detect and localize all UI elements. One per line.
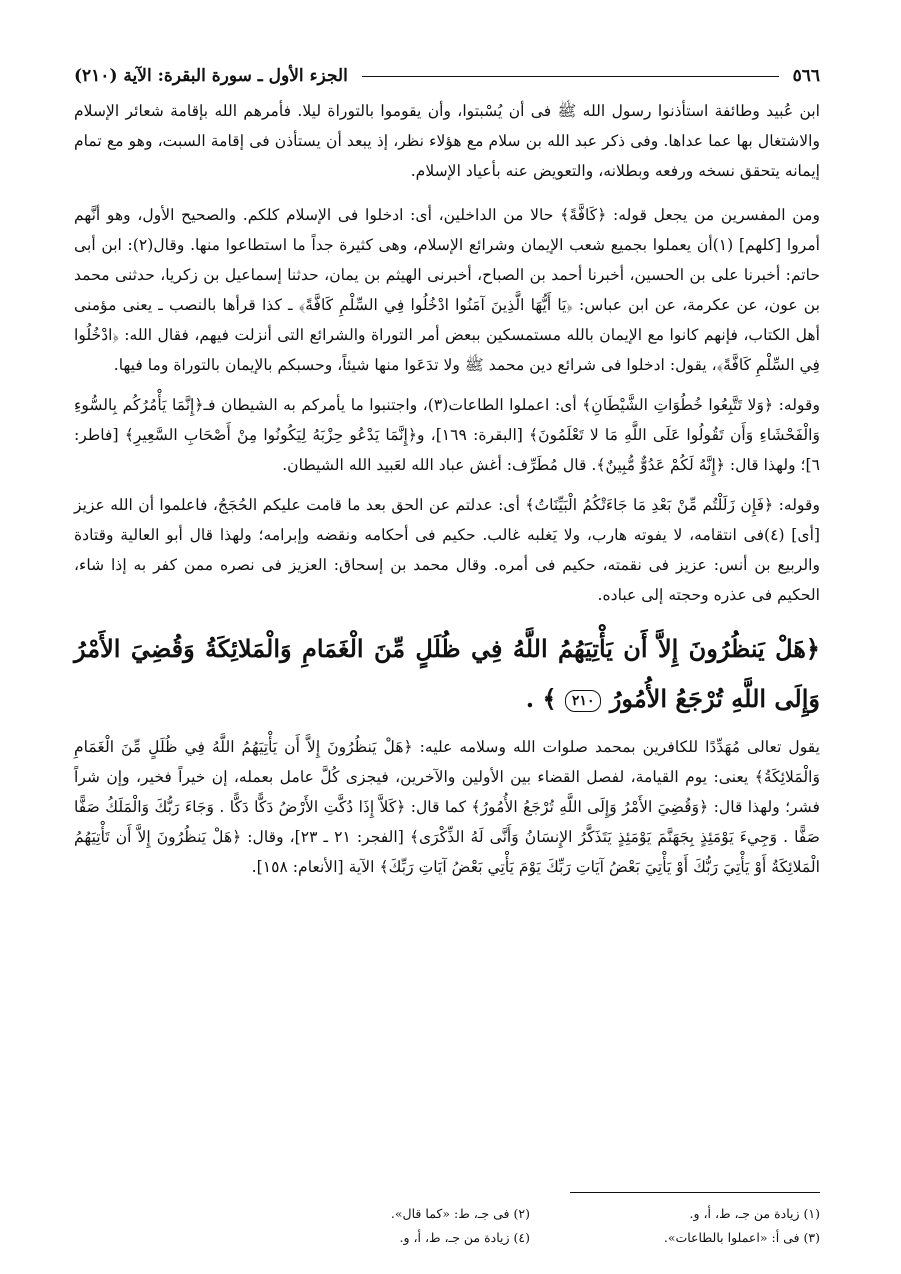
header-rule	[362, 76, 779, 77]
footnote-3: (٣) فى أ: «اعملوا بالطاعات».	[663, 1230, 820, 1245]
paragraph-1: ابن عُبيد وطائفة استأذنوا رسول الله ﷺ فى أن يُسْبتوا، وأن يقوموا بالتوراة ليلا. فأمرهم الله بإقامة شعائر الإسلام والاشتغال بها عما عداها. وفى ذكر عبد الله بن سلام مع هؤلاء نظر، إذ يبعد أن يستأذن فى إقامة السبت، وهو مع تمام إيمانه يتحقق نسخه ورفعه وبطلانه، والتعويض عنه بأعياد الإسلام.	[74, 102, 820, 180]
ayah-number-badge: ٢١٠	[565, 690, 602, 712]
main-text	[74, 96, 820, 610]
header-title: الجزء الأول ـ سورة البقرة: الآية (٢١٠)	[74, 66, 348, 86]
book-page	[74, 58, 820, 1258]
running-header	[74, 58, 820, 94]
verse-closing: ﴾ .	[525, 684, 557, 713]
footnote-4: (٤) زيادة من جـ، ط، أ، و.	[399, 1230, 530, 1245]
verse-text: ﴿هَلْ يَنظُرُونَ إِلاَّ أَن يَأْتِيَهُمُ اللَّهُ فِي ظُلَلٍ مِّنَ الْغَمَامِ وَالْمَلائِكَةُ وَقُضِيَ الأَمْرُ وَإِلَى اللَّهِ تُرْجَعُ الأُمُورُ	[74, 634, 820, 713]
tafsir-text	[74, 732, 820, 882]
page-number: ٥٦٦	[792, 66, 820, 86]
quran-verse	[74, 624, 820, 724]
footnotes	[74, 1202, 820, 1250]
footnote-2: (٢) فى جـ، ط: «كما قال».	[390, 1206, 530, 1221]
paragraph-2: ومن المفسرين من يجعل قوله: ﴿كَافَّةً﴾ حالا من الداخلين، أى: ادخلوا فى الإسلام كلكم. والصحيح الأول، وهو أنَّهم أمروا [كلهم] (١)أن يعملوا بجميع شعب الإيمان وشرائع الإسلام، وهى كثيرة جداً ما استطاعوا منها. وقال(٢): ابن أبى حاتم: أخبرنا على بن الحسين، أخبرنا أحمد بن الصباح، أخبرنى الهيثم بن يمان، حدثنا إسماعيل بن زكريا، حدثنى محمد بن عون، عن عكرمة، عن ابن عباس: ﴿يَا أَيُّهَا الَّذِينَ آمَنُوا ادْخُلُوا فِي السِّلْمِ كَافَّةً﴾ ـ كذا قرأها بالنصب ـ يعنى مؤمنى أهل الكتاب، فإنهم كانوا مع الإيمان بالله مستمسكين ببعض أمر التوراة والشرائع التى أنزلت فيهم، فقال الله: ﴿ادْخُلُوا فِي السِّلْمِ كَافَّةً﴾، يقول: ادخلوا فى شرائع دين محمد ﷺ ولا تدَعَوا منها شيئاً، وحسبكم بالإيمان بالتوراة وما فيها.	[74, 206, 821, 374]
paragraph-3: وقوله: ﴿وَلا تَتَّبِعُوا خُطُوَاتِ الشَّيْطَانِ﴾ أى: اعملوا الطاعات(٣)، واجتنبوا ما يأمركم به الشيطان فـ﴿إِنَّمَا يَأْمُرُكُم بِالسُّوءِ وَالْفَحْشَاءِ وَأَن تَقُولُوا عَلَى اللَّهِ مَا لا تَعْلَمُونَ﴾ [البقرة: ١٦٩]، و﴿إِنَّمَا يَدْعُو حِزْبَهُ لِيَكُونُوا مِنْ أَصْحَابِ السَّعِيرِ﴾ [فاطر: ٦]؛ ولهذا قال: ﴿إِنَّهُ لَكُمْ عَدُوٌّ مُّبِينٌ﴾. قال مُطَرِّف: أغش عباد الله لعَبيد الله الشيطان.	[74, 396, 820, 474]
paragraph-4: وقوله: ﴿فَإِن زَلَلْتُم مِّنْ بَعْدِ مَا جَاءَتْكُمُ الْبَيِّنَاتُ﴾ أى: عدلتم عن الحق بعد ما قامت عليكم الحُجَجُ، فاعلموا أن الله عزيز [أى] (٤)فى انتقامه، لا يفوته هارب، ولا يَغلبه غالب. حكيم فى أحكامه ونقضه وإبرامه؛ ولهذا قال أبو العالية وقتادة والربيع بن أنس: عزيز فى نقمته، حكيم فى أمره. وقال محمد بن إسحاق: العزيز فى نصره ممن كفر به إذا شاء، الحكيم فى عذره وحجته إلى عباده.	[74, 496, 820, 604]
footnote-1: (١) زيادة من جـ، ط، أ، و.	[689, 1206, 820, 1221]
tafsir-paragraph: يقول تعالى مُهَدِّدًا للكافرين بمحمد صلوات الله وسلامه عليه: ﴿هَلْ يَنظُرُونَ إِلاَّ أَن يَأْتِيَهُمُ اللَّهُ فِي ظُلَلٍ مِّنَ الْغَمَامِ وَالْمَلائِكَةُ﴾ يعنى: يوم القيامة، لفصل القضاء بين الأولين والآخرين، فيجزى كُلَّ عامل بعمله، إن خيراً فخير، وإن شراً فشر؛ ولهذا قال: ﴿وَقُضِيَ الأَمْرُ وَإِلَى اللَّهِ تُرْجَعُ الأُمُورُ﴾ كما قال: ﴿كَلاَّ إِذَا دُكَّتِ الأَرْضُ دَكًّا دَكًّا . وَجَاءَ رَبُّكَ وَالْمَلَكُ صَفًّا صَفًّا . وَجِيءَ يَوْمَئِذٍ بِجَهَنَّمَ يَوْمَئِذٍ يَتَذَكَّرُ الإِنسَانُ وَأَنَّى لَهُ الذِّكْرَى﴾ [الفجر: ٢١ ـ ٢٣]، وقال: ﴿هَلْ يَنظُرُونَ إِلاَّ أَن تَأْتِيَهُمُ الْمَلائِكَةُ أَوْ يَأْتِيَ رَبُّكَ أَوْ يَأْتِيَ بَعْضُ آيَاتِ رَبِّكَ يَوْمَ يَأْتِي بَعْضُ آيَاتِ رَبِّكَ﴾ الآية [الأنعام: ١٥٨].	[74, 738, 821, 876]
